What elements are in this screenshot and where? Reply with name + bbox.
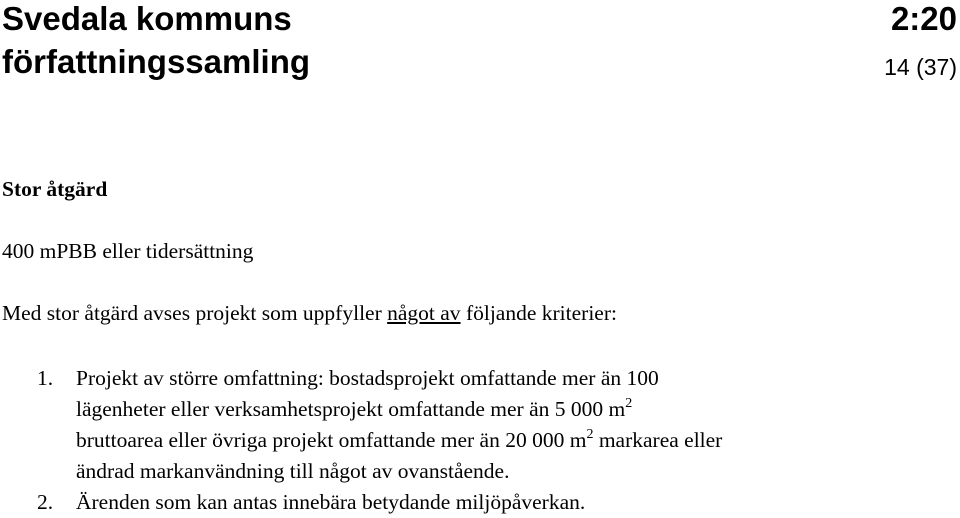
- document-header: [0, 0, 960, 100]
- list-item-line: ändrad markanvändning till något av ovanstående.: [76, 459, 510, 483]
- line-text: lägenheter eller verksamhetsprojekt omfattande mer än 5 000 m: [76, 397, 626, 421]
- line-text: markarea eller: [593, 428, 723, 452]
- line-text: bruttoarea eller övriga projekt omfattande mer än 20 000 m: [76, 428, 587, 452]
- criteria-list: [0, 363, 960, 518]
- header-title-line2: författningssamling: [2, 43, 311, 80]
- superscript: 2: [625, 396, 633, 411]
- intro-text-before: Med stor åtgärd avses projekt som uppfyller: [2, 301, 388, 325]
- list-item-line: [76, 425, 960, 456]
- intro-underlined-text: något av: [387, 301, 461, 325]
- list-item-line: Projekt av större omfattning: bostadsprojekt omfattande mer än 100: [76, 366, 659, 390]
- document-code: 2:20: [890, 0, 957, 37]
- page-number: 14 (37): [884, 54, 957, 80]
- header-title-line1: Svedala kommuns: [2, 0, 292, 37]
- list-item-line: Ärenden som kan antas innebära betydande miljöpåverkan.: [76, 490, 586, 514]
- list-item: [0, 363, 960, 487]
- list-item-number: 1.: [37, 366, 54, 390]
- section-heading: Stor åtgärd: [2, 177, 108, 201]
- fee-rate: 400 mPBB eller tidersättning: [2, 239, 254, 263]
- list-item-number: 2.: [37, 490, 54, 514]
- superscript: 2: [586, 427, 594, 442]
- list-item: [0, 487, 960, 518]
- criteria-intro: [2, 300, 617, 326]
- intro-text-after: följande kriterier:: [460, 301, 617, 325]
- list-item-line: [76, 394, 960, 425]
